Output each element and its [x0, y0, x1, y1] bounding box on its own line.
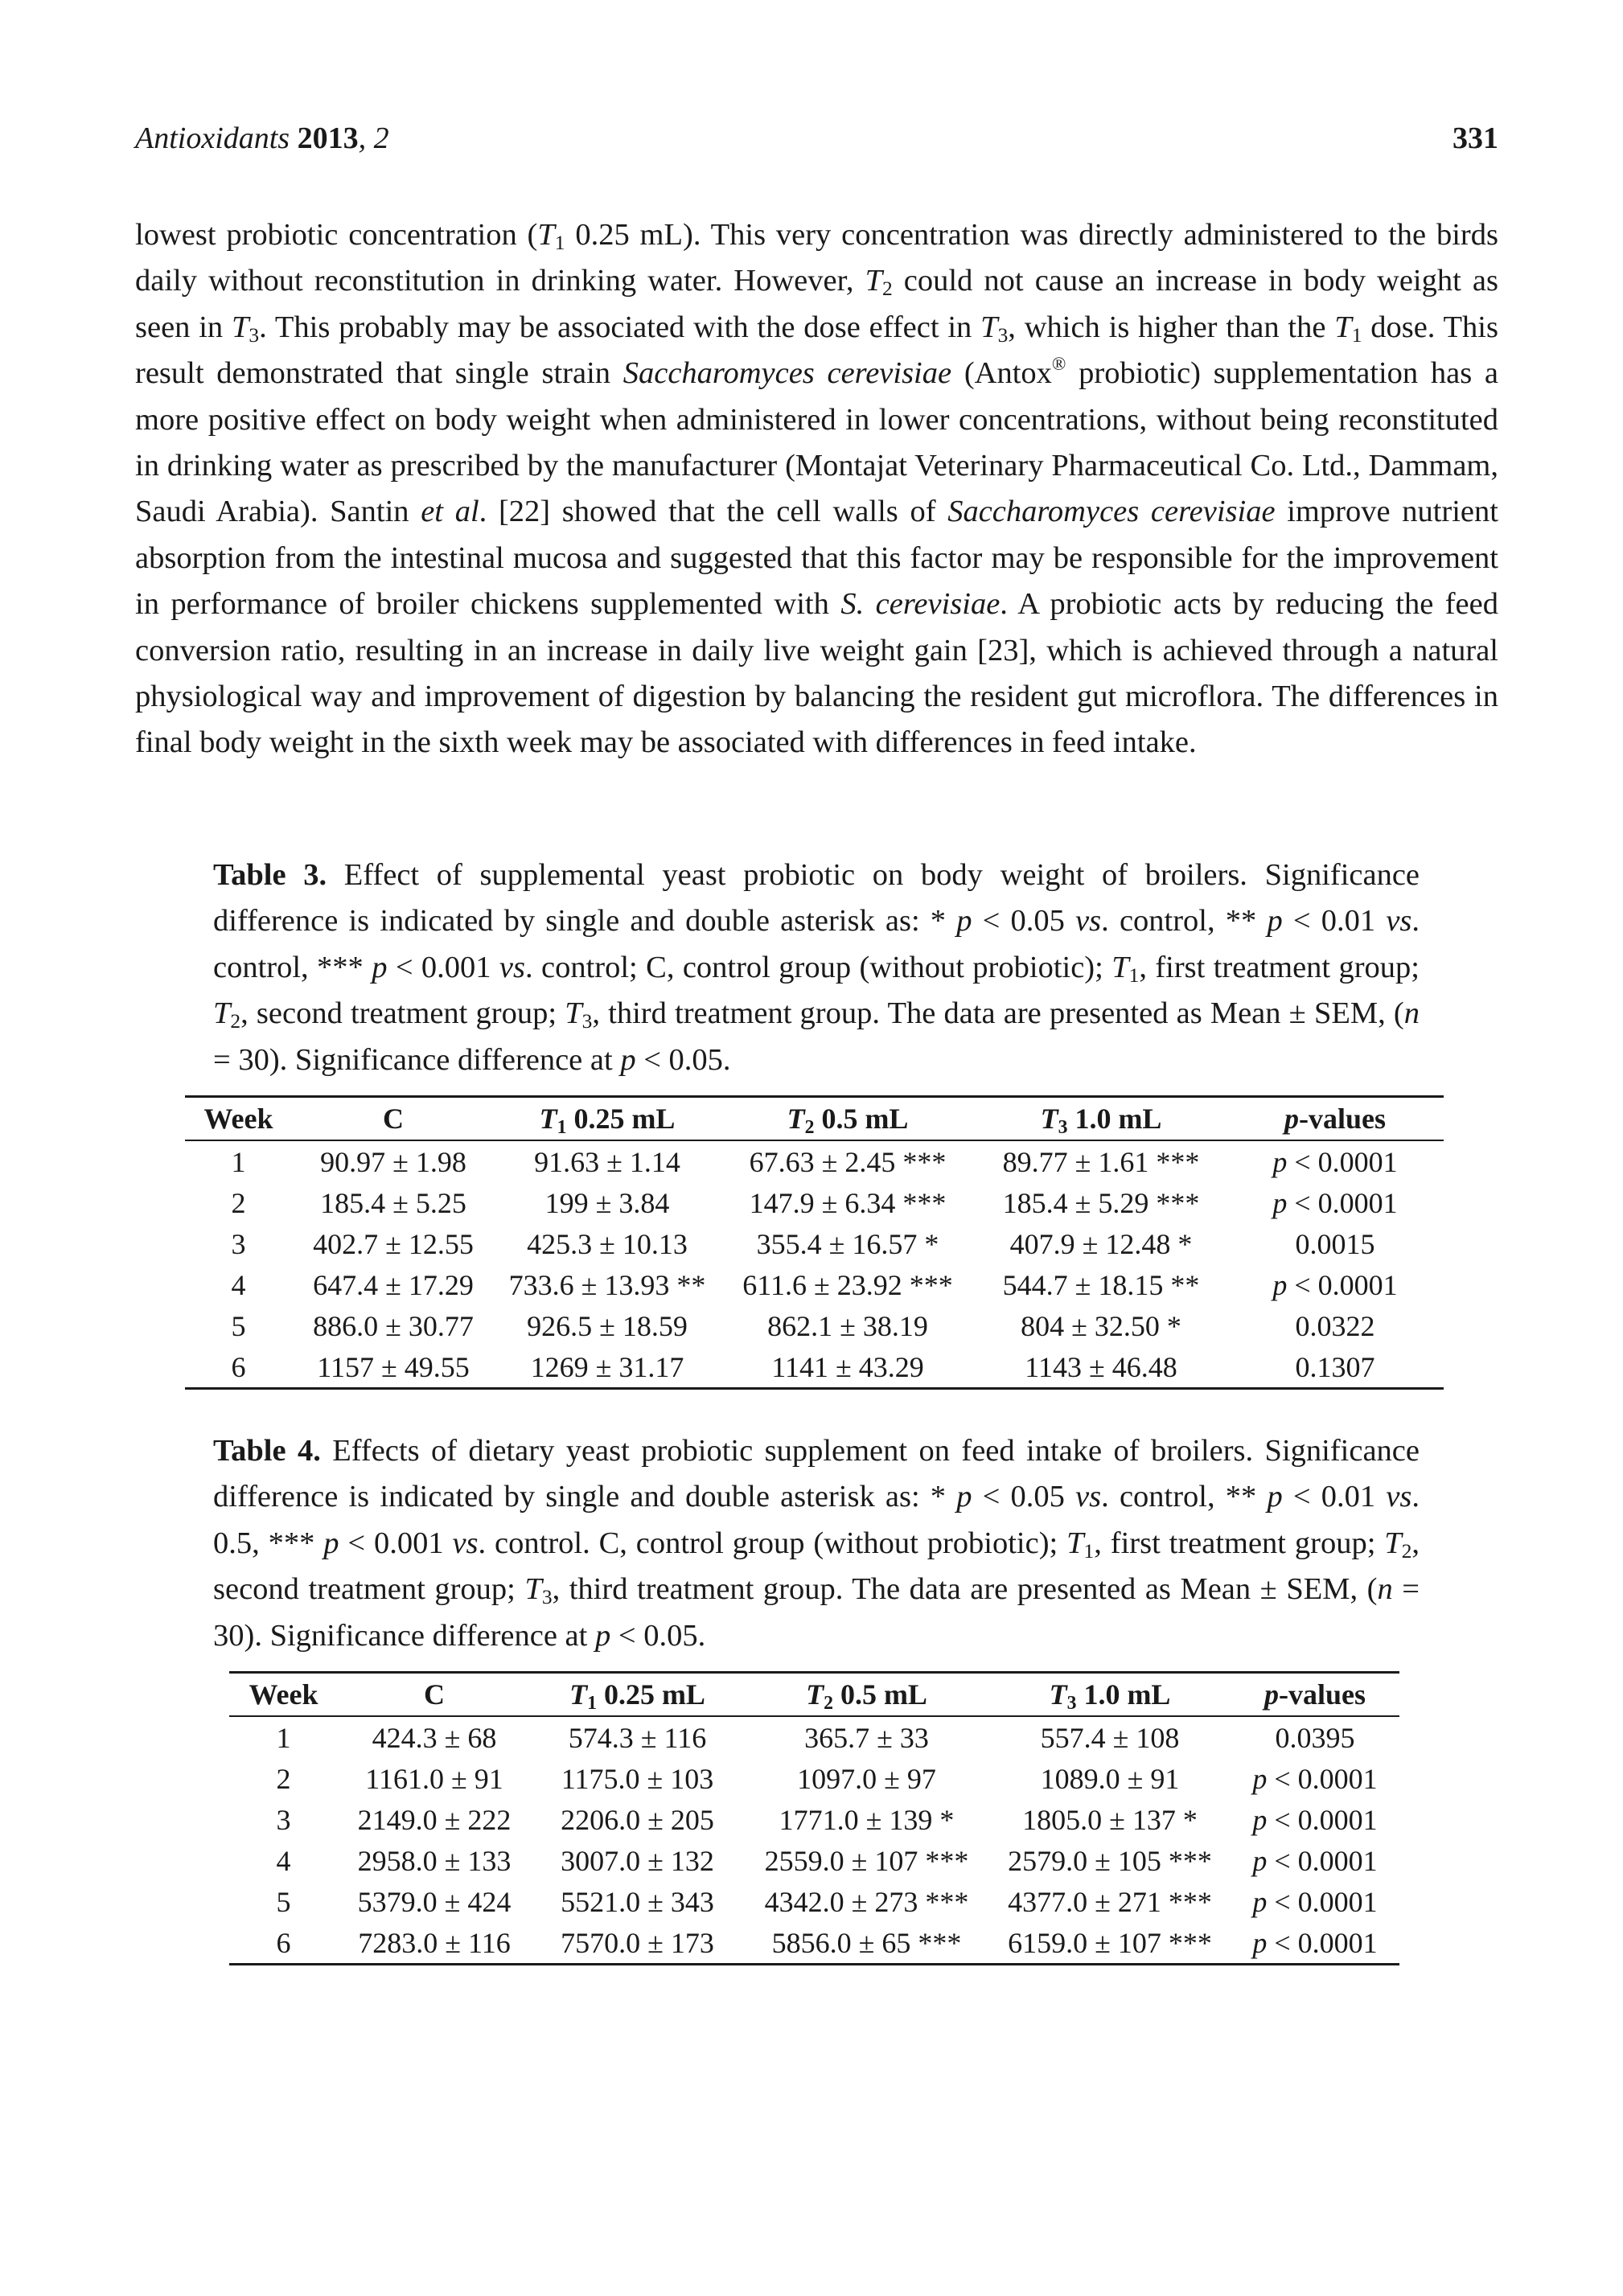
table-cell: 862.1 ± 38.19	[767, 1309, 928, 1342]
table-cell: 355.4 ± 16.57 *	[756, 1227, 939, 1260]
table-cell: 91.63 ± 1.14	[534, 1145, 680, 1178]
page-number: 331	[1452, 121, 1498, 155]
page-header	[135, 121, 1498, 169]
table-cell: 886.0 ± 30.77	[313, 1309, 474, 1342]
table-cell: 424.3 ± 68	[372, 1721, 497, 1754]
table-cell: 4	[231, 1268, 246, 1301]
table-row	[229, 1881, 1399, 1922]
table-row	[229, 1840, 1399, 1881]
table-cell: p < 0.0001	[1272, 1186, 1398, 1219]
table-row	[185, 1346, 1444, 1389]
table-cell: 733.6 ± 13.93 **	[508, 1268, 706, 1301]
col-header-control: C	[292, 1097, 495, 1141]
table-cell: 611.6 ± 23.92 ***	[742, 1268, 953, 1301]
table-cell: 0.0395	[1275, 1721, 1355, 1754]
table-cell: 3007.0 ± 132	[561, 1844, 714, 1877]
col-header-t3: $T_3$ 1.0 mL	[989, 1673, 1231, 1717]
table-cell: 6	[185, 1346, 292, 1389]
table-cell: 1175.0 ± 103	[561, 1762, 714, 1795]
table-cell: 926.5 ± 18.59	[527, 1309, 688, 1342]
table-cell: 1141 ± 43.29	[720, 1346, 976, 1389]
table-cell: 544.7 ± 18.15 **	[1002, 1268, 1200, 1301]
journal-citation	[135, 121, 389, 156]
table-cell: 5379.0 ± 424	[357, 1885, 512, 1918]
table-cell: 2579.0 ± 105 ***	[1008, 1844, 1212, 1877]
table-cell: 1	[276, 1721, 291, 1754]
table-cell: 1269 ± 31.17	[495, 1346, 720, 1389]
table-cell: 67.63 ± 2.45 ***	[749, 1145, 947, 1178]
table-cell: 402.7 ± 12.55	[313, 1227, 474, 1260]
table-cell: 4	[276, 1844, 291, 1877]
col-header-week: Week	[185, 1097, 292, 1141]
table-cell: 647.4 ± 17.29	[313, 1268, 474, 1301]
table-row	[185, 1264, 1444, 1305]
table3-caption: Table 3. Effect of supplemental yeast probiotic on body weight of broilers. Significance difference is indicated by single and double asterisk as: * p < 0.05 vs. control, ** p < 0.01 vs. control, *** p < 0.001 vs. control; C, control group (without probiotic); $T_1$, first treatment group; $T_2$, second treatment group; $T_3$, third treatment group. The data are presented as Mean ± SEM, (n = 30). Significance difference at p < 0.05.	[213, 858, 1420, 1077]
table-cell: 407.9 ± 12.48 *	[1009, 1227, 1193, 1260]
table-cell: 2149.0 ± 222	[357, 1803, 512, 1836]
body-paragraph: lowest probiotic concentration ($T_1$ 0.25 mL). This very concentration was directly administered to the birds daily without reconstitution in drinking water. However, $T_2$ could not cause an increase in body weight as seen in $T_3$. This probably may be associated with the dose effect in $T_3$, which is higher than the $T_1$ dose. This result demonstrated that single strain Saccharomyces cerevisiae (Antox® probiotic) supplementation has a more positive effect on body weight when administered in lower concentrations, without being reconstituted in drinking water as prescribed by the manufacturer (Montajat Veterinary Pharmaceutical Co. Ltd., Dammam, Saudi Arabia). Santin et al. [22] showed that the cell walls of Saccharomyces cerevisiae improve nutrient absorption from the intestinal mucosa and suggested that this factor may be responsible for the improvement in performance of broiler chickens supplemented with S. cerevisiae. A probiotic acts by reducing the feed conversion ratio, resulting in an increase in daily live weight gain [23], which is achieved through a natural physiological way and improvement of digestion by balancing the resident gut microflora. The differences in final body weight in the sixth week may be associated with differences in feed intake.	[135, 218, 1499, 760]
table4-feed-intake	[229, 1671, 1399, 1965]
table-cell: 2559.0 ± 107 ***	[764, 1844, 969, 1877]
table-cell: p < 0.0001	[1272, 1268, 1398, 1301]
table-cell: 5856.0 ± 65 ***	[744, 1922, 989, 1965]
journal-name: Antioxidants	[135, 121, 290, 155]
table-cell: 1097.0 ± 97	[797, 1762, 936, 1795]
table-cell: p < 0.0001	[1252, 1803, 1378, 1836]
journal-year: 2013	[297, 121, 359, 155]
table-cell: p < 0.0001	[1231, 1922, 1399, 1965]
table-cell: 147.9 ± 6.34 ***	[749, 1186, 947, 1219]
table-cell: 185.4 ± 5.29 ***	[1002, 1186, 1200, 1219]
table-cell: 804 ± 32.50 *	[1021, 1309, 1181, 1342]
table-cell: 185.4 ± 5.25	[320, 1186, 466, 1219]
table-cell: 574.3 ± 116	[568, 1721, 707, 1754]
table-cell: 1805.0 ± 137 *	[1022, 1803, 1198, 1836]
col-header-pvalues: p-values	[1226, 1097, 1444, 1141]
table-cell: 2206.0 ± 205	[561, 1803, 714, 1836]
table3-body-weight	[185, 1095, 1444, 1390]
table-row	[229, 1716, 1399, 1758]
col-header-t2: $T_2$ 0.5 mL	[744, 1673, 989, 1717]
table-cell: 1089.0 ± 91	[1040, 1762, 1180, 1795]
table-cell: 0.1307	[1226, 1346, 1444, 1389]
col-header-t2: $T_2$ 0.5 mL	[720, 1097, 976, 1141]
col-header-t3: $T_3$ 1.0 mL	[976, 1097, 1226, 1141]
table-cell: 4377.0 ± 271 ***	[1008, 1885, 1212, 1918]
table-row	[185, 1305, 1444, 1346]
table-cell: 1161.0 ± 91	[365, 1762, 503, 1795]
table-cell: 1143 ± 46.48	[976, 1346, 1226, 1389]
col-header-pvalues: p-values	[1231, 1673, 1399, 1717]
table-cell: 6	[229, 1922, 338, 1965]
table-cell: 7570.0 ± 173	[531, 1922, 744, 1965]
table-cell: p < 0.0001	[1272, 1145, 1398, 1178]
table4-caption: Table 4. Effects of dietary yeast probiotic supplement on feed intake of broilers. Significance difference is indicated by single and double asterisk as: * p < 0.05 vs. control, ** p < 0.01 vs. 0.5, *** p < 0.001 vs. control. C, control group (without probiotic); $T_1$, first treatment group; $T_2$, second treatment group; $T_3$, third treatment group. The data are presented as Mean ± SEM, (n = 30). Significance difference at p < 0.05.	[213, 1434, 1420, 1653]
table-cell: 4342.0 ± 273 ***	[764, 1885, 969, 1918]
table4-rows	[229, 1716, 1399, 1965]
table-cell: 2	[276, 1762, 291, 1795]
col-header-week: Week	[229, 1673, 338, 1717]
table-cell: 3	[231, 1227, 246, 1260]
table-cell: 2	[231, 1186, 246, 1219]
table-cell: 365.7 ± 33	[804, 1721, 929, 1754]
col-header-control: C	[338, 1673, 531, 1717]
table-cell: 199 ± 3.84	[544, 1186, 670, 1219]
table-header-row	[229, 1673, 1399, 1717]
table-cell: p < 0.0001	[1252, 1844, 1378, 1877]
table3-rows	[185, 1140, 1444, 1389]
table-cell: 1771.0 ± 139 *	[779, 1803, 955, 1836]
table-cell: 7283.0 ± 116	[338, 1922, 531, 1965]
col-header-t1: $T_1$ 0.25 mL	[531, 1673, 744, 1717]
table-row	[185, 1140, 1444, 1182]
table-cell: 90.97 ± 1.98	[320, 1145, 466, 1178]
journal-volume: , 2	[358, 121, 389, 155]
table-cell: 5	[276, 1885, 291, 1918]
table-cell: p < 0.0001	[1252, 1885, 1378, 1918]
table-cell: 0.0322	[1295, 1309, 1375, 1342]
table-row	[229, 1799, 1399, 1840]
table-header-row	[185, 1097, 1444, 1141]
table-cell: p < 0.0001	[1252, 1762, 1378, 1795]
table-row	[185, 1182, 1444, 1223]
table-cell: 3	[276, 1803, 291, 1836]
table-cell: 89.77 ± 1.61 ***	[1002, 1145, 1200, 1178]
table-cell: 425.3 ± 10.13	[527, 1227, 688, 1260]
table-cell: 5	[231, 1309, 246, 1342]
table-cell: 0.0015	[1295, 1227, 1375, 1260]
table-row	[229, 1922, 1399, 1965]
table-cell: 1	[231, 1145, 246, 1178]
table-cell: 6159.0 ± 107 ***	[989, 1922, 1231, 1965]
table-cell: 557.4 ± 108	[1040, 1721, 1180, 1754]
table-cell: 5521.0 ± 343	[561, 1885, 714, 1918]
table-row	[229, 1758, 1399, 1799]
col-header-t1: $T_1$ 0.25 mL	[495, 1097, 720, 1141]
table-cell: 1157 ± 49.55	[292, 1346, 495, 1389]
table-row	[185, 1223, 1444, 1264]
table-cell: 2958.0 ± 133	[357, 1844, 512, 1877]
